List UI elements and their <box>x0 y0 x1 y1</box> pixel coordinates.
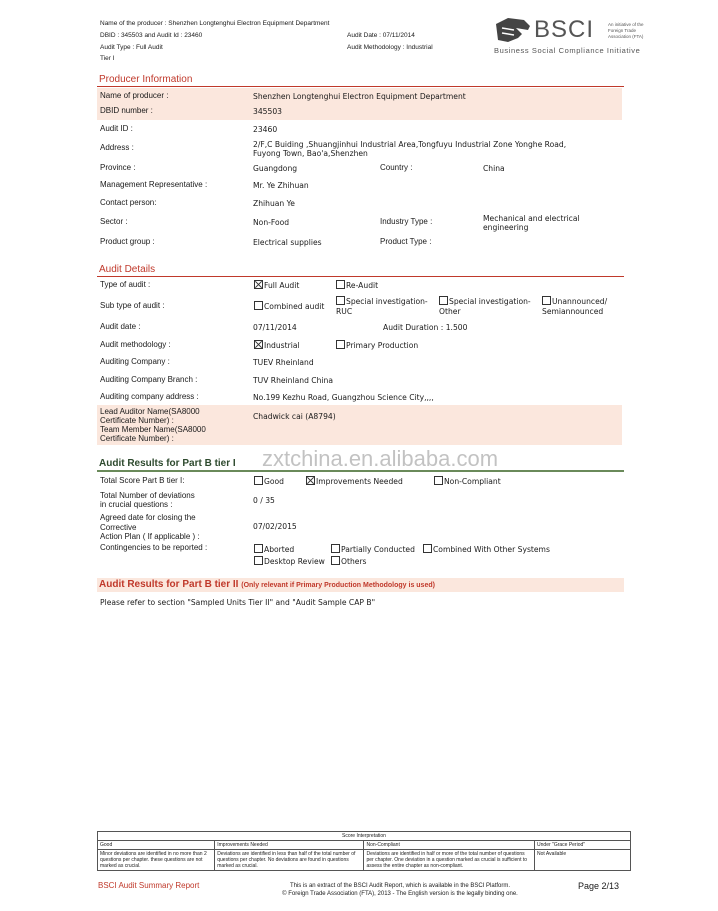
sector-label: Sector : <box>100 217 128 226</box>
empty-box-icon <box>336 296 345 305</box>
footer-center <box>250 882 550 898</box>
legend-cell-grace: Not Available <box>535 850 631 871</box>
subtype-ruc-text-2: RUC <box>336 306 353 316</box>
method-primary-text: Primary Production <box>346 341 419 350</box>
empty-box-icon <box>336 340 345 349</box>
legend-cell-improve: Deviations are identified in less than half of the total number of questions per chapter. No deviations are found in questions marked as crucial. <box>215 850 364 871</box>
score-noncompliant-checkbox[interactable] <box>434 476 501 487</box>
subtype-ruc-checkbox[interactable] <box>336 296 428 316</box>
product-type-label: Product Type : <box>380 237 432 246</box>
audit-section-title: Audit Details <box>97 263 624 277</box>
cont-others-text: Others <box>341 557 367 566</box>
lead-auditor-label <box>100 407 206 443</box>
score-interpretation-table <box>97 831 631 871</box>
empty-box-icon <box>434 476 443 485</box>
producer-section-title: Producer Information <box>97 73 624 87</box>
legend-header-grace: Under "Grace Period" <box>535 841 631 850</box>
subtype-other-text-2: Other <box>439 306 461 316</box>
score-improve-checkbox[interactable] <box>306 476 403 487</box>
company-address-label: Auditing company address : <box>100 392 199 401</box>
company-address-value: No.199 Kezhu Road, Guangzhou Science City,,,, <box>253 393 434 402</box>
subtype-other-checkbox[interactable] <box>439 296 531 316</box>
cont-combined-checkbox[interactable] <box>423 544 550 555</box>
results-b2-text: Please refer to section "Sampled Units Tier II" and "Audit Sample CAP B" <box>100 598 376 607</box>
cont-aborted-checkbox[interactable] <box>254 544 294 555</box>
lead-label-2: Certificate Number) : <box>100 416 174 425</box>
header-producer: Name of the producer : Shenzhen Longtenghui Electron Equipment Department <box>100 20 330 27</box>
header-dbid: DBID : 345503 and Audit Id : 23460 <box>100 32 203 39</box>
agreed-date-value: 07/02/2015 <box>253 522 297 531</box>
product-group-value: Electrical supplies <box>253 238 322 247</box>
audit-date-value: 07/11/2014 <box>253 323 297 332</box>
legend-header-improve: Improvements Needed <box>215 841 364 850</box>
country-value: China <box>483 164 505 173</box>
cont-desktop-checkbox[interactable] <box>254 556 325 567</box>
address-value-2: Fuyong Town, Bao'a,Shenzhen <box>253 149 368 158</box>
legend-header-noncompliant: Non-Compliant <box>364 841 535 850</box>
subtype-unannounced-text-2: Semiannounced <box>542 306 604 316</box>
empty-box-icon <box>423 544 432 553</box>
logo-name: BSCI <box>534 16 595 43</box>
empty-box-icon <box>336 280 345 289</box>
score-good-text: Good <box>264 477 284 486</box>
cont-combined-text: Combined With Other Systems <box>433 545 550 554</box>
producer-name-label: Name of producer : <box>100 91 169 100</box>
dbid-label: DBID number : <box>100 106 153 115</box>
header-tier: Tier I <box>100 55 115 62</box>
agreed-label-2: Corrective <box>100 522 137 532</box>
subtype-unannounced-text-1: Unannounced/ <box>552 297 608 306</box>
deviations-value: 0 / 35 <box>253 496 275 505</box>
results-b1-title: Audit Results for Part B tier I <box>97 457 624 472</box>
method-industrial-text: Industrial <box>264 341 300 350</box>
cont-aborted-text: Aborted <box>264 545 295 554</box>
legend-cell-noncompliant: Deviations are identified in half or more of the total number of questions per chapter. One deviation in a question marked as crucial is sufficient to assess the entire chapter as non-compliant. <box>364 850 535 871</box>
bsci-logo <box>494 14 654 60</box>
empty-box-icon <box>254 301 263 310</box>
page-number: Page 2/13 <box>578 881 620 891</box>
legend-caption: Score Interpretation <box>98 832 631 841</box>
industry-value-1: Mechanical and electrical <box>483 214 580 223</box>
methodology-label: Audit methodology : <box>100 340 171 349</box>
empty-box-icon <box>331 556 340 565</box>
cont-partially-checkbox[interactable] <box>331 544 415 555</box>
empty-box-icon <box>254 544 263 553</box>
empty-box-icon <box>254 556 263 565</box>
cont-partially-text: Partially Conducted <box>341 545 415 554</box>
lead-label-1: Lead Auditor Name(SA8000 <box>100 407 200 416</box>
empty-box-icon <box>542 296 551 305</box>
subtype-unannounced-checkbox[interactable] <box>542 296 607 316</box>
legend-header-good: Good <box>98 841 215 850</box>
subtype-label: Sub type of audit : <box>100 301 165 310</box>
subtype-combined-checkbox[interactable] <box>254 301 324 312</box>
cont-desktop-text: Desktop Review <box>264 557 325 566</box>
branch-value: TUV Rheinland China <box>253 376 333 385</box>
audit-duration: Audit Duration : 1.500 <box>383 323 468 332</box>
total-score-label: Total Score Part B tier I: <box>100 476 185 485</box>
address-label: Address : <box>100 143 134 152</box>
footer-center-1: This is an extract of the BSCI Audit Report, which is available in the BSCI Platform. <box>289 883 511 889</box>
team-label-2: Certificate Number) : <box>100 434 174 443</box>
legend-cell-good: Minor deviations are identified in no more than 2 questions per chapter. these questions are not marked as crucial. <box>98 850 215 871</box>
checked-box-icon <box>254 280 263 289</box>
mgmt-value: Mr. Ye Zhihuan <box>253 181 309 190</box>
province-value: Guangdong <box>253 164 298 173</box>
sector-value: Non-Food <box>253 218 290 227</box>
auditing-company-label: Auditing Company : <box>100 357 170 366</box>
auditing-company-value: TUEV Rheinland <box>253 358 314 367</box>
footer-left: BSCI Audit Summary Report <box>98 881 200 890</box>
contact-label: Contact person: <box>100 198 157 207</box>
industry-value-2: engineering <box>483 223 529 232</box>
audit-id-value: 23460 <box>253 125 278 134</box>
checked-box-icon <box>254 340 263 349</box>
mgmt-label: Management Representative : <box>100 180 208 189</box>
agreed-label-1: Agreed date for closing the <box>100 513 196 522</box>
address-value-1: 2/F,C Buiding ,Shuangjinhui Industrial Area,Tongfuyu Industrial Zone Yonghe Road, <box>253 140 567 149</box>
industry-label: Industry Type : <box>380 217 433 226</box>
score-noncompliant-text: Non-Compliant <box>444 477 501 486</box>
method-industrial-checkbox[interactable] <box>254 340 300 351</box>
method-primary-checkbox[interactable] <box>336 340 418 351</box>
type-re-text: Re-Audit <box>346 281 379 290</box>
results-b2-title: Audit Results for Part B tier II <box>99 579 239 590</box>
results-b2-header <box>97 578 624 592</box>
subtype-ruc-text-1: Special investigation- <box>346 297 428 306</box>
cont-others-checkbox[interactable] <box>331 556 367 567</box>
producer-name-value: Shenzhen Longtenghui Electron Equipment Department <box>253 92 466 101</box>
subtype-combined-text: Combined audit <box>264 302 325 311</box>
empty-box-icon <box>254 476 263 485</box>
empty-box-icon <box>439 296 448 305</box>
audit-type-label: Type of audit : <box>100 280 151 289</box>
agreed-date-label <box>100 513 200 542</box>
lead-auditor-value: Chadwick cai (A8794) <box>253 412 336 421</box>
checked-box-icon <box>306 476 315 485</box>
country-label: Country : <box>380 163 413 172</box>
deviations-label-1: Total Number of deviations <box>100 491 195 500</box>
audit-date-label: Audit date : <box>100 322 141 331</box>
hand-icon <box>494 16 532 46</box>
team-label-1: Team Member Name(SA8000 <box>100 425 206 434</box>
deviations-label <box>100 491 195 509</box>
contingencies-label: Contingencies to be reported : <box>100 543 208 552</box>
results-b2-note: (Only relevant if Primary Production Methodology is used) <box>241 582 435 589</box>
watermark: zxtchina.en.alibaba.com <box>262 446 499 471</box>
audit-id-label: Audit ID : <box>100 124 133 133</box>
type-re-checkbox[interactable] <box>336 280 378 291</box>
header-audit-method: Audit Methodology : Industrial <box>347 44 433 51</box>
dbid-value: 345503 <box>253 107 282 116</box>
footer-center-2: © Foreign Trade Association (FTA), 2013 - The English version is the legally binding one. <box>282 891 518 897</box>
branch-label: Auditing Company Branch : <box>100 375 198 384</box>
province-label: Province : <box>100 163 136 172</box>
type-full-checkbox[interactable] <box>254 280 299 291</box>
deviations-label-2: in crucial questions : <box>100 500 173 509</box>
score-improve-text: Improvements Needed <box>316 477 403 486</box>
empty-box-icon <box>331 544 340 553</box>
logo-subtitle: Business Social Compliance Initiative <box>494 46 641 55</box>
logo-tagline: An initiative of the Foreign Trade Association (FTA) <box>608 22 644 39</box>
contact-value: Zhihuan Ye <box>253 199 295 208</box>
header-audit-type: Audit Type : Full Audit <box>100 44 163 51</box>
type-full-text: Full Audit <box>264 281 300 290</box>
subtype-other-text-1: Special investigation- <box>449 297 531 306</box>
score-good-checkbox[interactable] <box>254 476 284 487</box>
agreed-label-3: Action Plan ( If applicable ) : <box>100 532 200 541</box>
product-group-label: Product group : <box>100 237 155 246</box>
header-audit-date: Audit Date : 07/11/2014 <box>347 32 415 39</box>
